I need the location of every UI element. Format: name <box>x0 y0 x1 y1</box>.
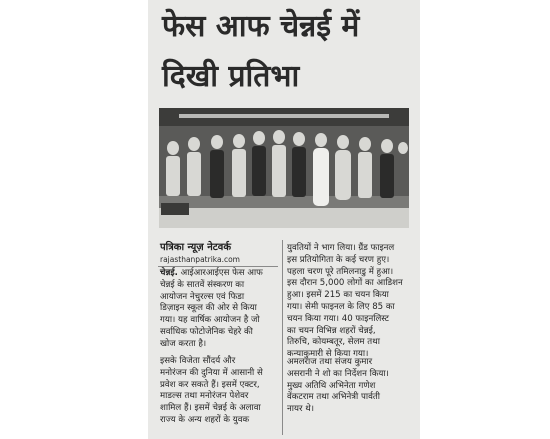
text-line: मुख्य अतिथि अभिनेता गणेश <box>287 380 376 391</box>
left-paragraph-2 <box>160 356 278 427</box>
text-line: इसके विजेता सौंदर्य और <box>160 356 236 366</box>
left-paragraph-1-first-line <box>160 268 278 280</box>
text-line: कन्याकुमारी से किया गया। <box>287 349 369 360</box>
text-line: माडल्स तथा मनोरंजन पेशेवर <box>160 391 249 402</box>
text-line: तिरुचि, कोयम्बतूर, सेलम तथा <box>287 337 380 348</box>
text-line: इस प्रतियोगिता के कई चरण हुए। <box>287 254 390 265</box>
headline-line-2: दिखी प्रतिभा <box>162 59 300 94</box>
text-line: इस दौरान 5,000 लोगों का आडिशन <box>287 278 403 289</box>
text-line: हुआ। इसमें 215 का चयन किया <box>287 290 389 301</box>
right-paragraph-1 <box>287 243 409 361</box>
text-line: गया। यह वार्षिक आयोजन है जो <box>160 315 260 326</box>
text-line: मनोरंजन की दुनिया में आसानी से <box>160 367 263 378</box>
byline-divider <box>158 266 278 267</box>
text-line: राज्य के अन्य शहरों के युवक <box>160 414 250 425</box>
column-divider <box>282 240 283 435</box>
text-line: पहला चरण पूरे तमिलनाडु में हुआ। <box>287 266 394 277</box>
text-line: अमलराज तथा संजय कुमार <box>287 357 373 367</box>
text-line: नायर थे। <box>287 404 314 415</box>
text-line: गया। सेमी फाइनल के लिए 85 का <box>287 301 395 312</box>
website-url: rajasthanpatrika.com <box>160 255 240 264</box>
text-line: आयोजन नेचुरल्स एवं फिडा <box>160 291 245 302</box>
text-line: वेंकटराम तथा अभिनेत्री पार्वती <box>287 392 380 403</box>
text-line: सर्वाधिक फोटोजेनिक चेहरे की <box>160 326 253 337</box>
group-photo-image <box>159 108 409 228</box>
text-line: युवतियों ने भाग लिया। ग्रैंड फाइनल <box>287 243 395 253</box>
text-line: का चयन विभिन्न शहरों चेन्नई, <box>287 325 376 336</box>
text-line: चयन किया गया। 40 फाइनलिस्ट <box>287 313 389 324</box>
left-paragraph-1 <box>160 268 278 351</box>
byline: पत्रिका न्यूज़ नेटवर्क <box>160 242 232 253</box>
text-line: खोज करता है। <box>160 338 207 349</box>
dateline: चेन्नई. <box>160 268 178 278</box>
first-line-text: आईआरआईएस फेस आफ <box>177 268 263 278</box>
event-photo <box>159 108 409 228</box>
text-line: चेन्नई के सातवें संस्करण का <box>160 279 245 290</box>
text-line: डिज़ाइन स्कूल की ओर से किया <box>160 303 257 314</box>
text-line: असरानी ने शो का निर्देशन किया। <box>287 368 389 379</box>
right-paragraph-2 <box>287 357 409 416</box>
text-line: प्रवेश कर सकते हैं। इसमें एक्टर, <box>160 379 260 390</box>
headline-line-1: फेस आफ चेन्नई में <box>162 9 360 44</box>
text-line: शामिल हैं। इसमें चेन्नई के अलावा <box>160 403 261 414</box>
